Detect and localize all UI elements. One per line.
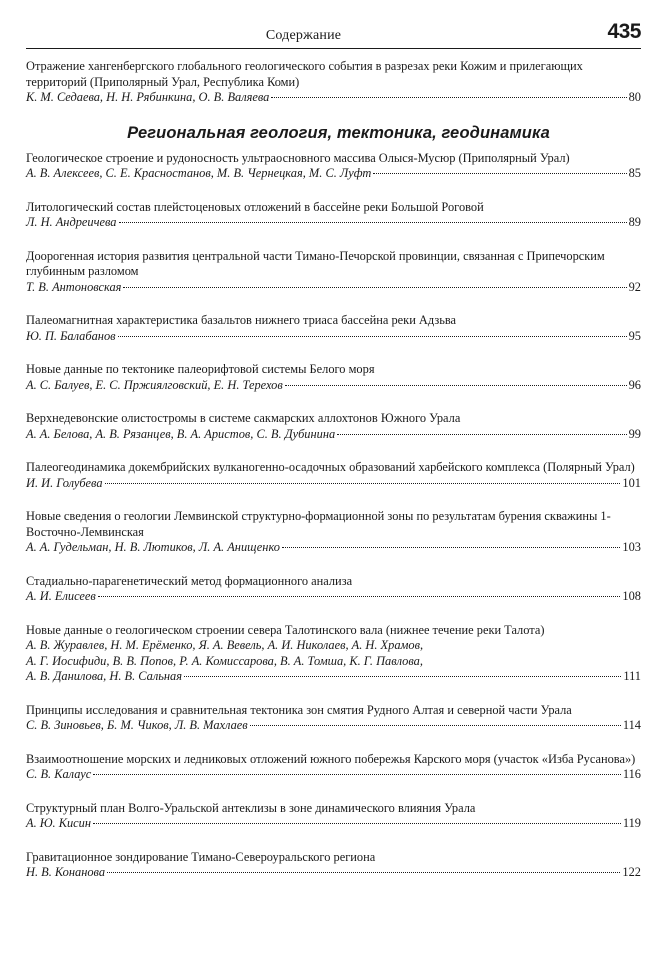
authors-line: [26, 816, 641, 832]
entry-authors: И. И. Голубева: [26, 475, 103, 490]
entry-title: Новые данные о геологическом строении севера Талотинского вала (нижнее течение реки Талота): [26, 622, 545, 637]
dot-leader: [373, 172, 626, 174]
entry-title: Новые сведения о геологии Лемвинской структурно-формационной зоны по результатам бурения скважины 1-Восточно-Лемвинская: [26, 509, 611, 539]
dot-leader: [98, 595, 621, 597]
entry-page-number: 116: [622, 767, 641, 781]
entry-title: Палеомагнитная характеристика базальтов нижнего триаса бассейна реки Адзьва: [26, 313, 457, 327]
dot-leader: [184, 675, 621, 677]
dot-leader: [105, 482, 621, 484]
entry-authors-line-1: А. В. Журавлев, Н. М. Ерёменко, Я. А. Вевель, А. И. Николаев, А. Н. Храмов,: [26, 638, 424, 652]
entry-page-number: 122: [622, 865, 641, 879]
entry-title: Геологическое строение и рудоносность ультраосновного массива Олыся-Мусюр (Приполярный Урал): [26, 150, 570, 165]
toc-entry[interactable]: [26, 752, 641, 783]
toc-entry[interactable]: [26, 703, 641, 734]
toc-entry[interactable]: [26, 850, 641, 881]
entry-title: Гравитационное зондирование Тимано-Североуральского региона: [26, 849, 376, 864]
authors-line: [26, 90, 641, 106]
authors-line: [26, 589, 641, 605]
entry-page-number: 80: [628, 90, 641, 104]
page-number: 435: [607, 20, 641, 43]
entry-authors: А. С. Балуев, Е. С. Пржиялговский, Е. Н. Терехов: [26, 377, 283, 392]
entry-title: Верхнедевонские олистостромы в системе сакмарских аллохтонов Южного Урала: [26, 411, 461, 425]
authors-line: [26, 215, 641, 231]
entry-authors: А. И. Елисеев: [26, 589, 96, 603]
toc-entry[interactable]: [26, 623, 641, 685]
entry-title: Стадиально-парагенетический метод формационного анализа: [26, 573, 353, 588]
dot-leader: [93, 773, 621, 775]
contents-list: [26, 59, 641, 899]
toc-entry[interactable]: [26, 801, 641, 832]
authors-line: [26, 865, 641, 881]
entry-authors: С. В. Калаус: [26, 767, 92, 781]
entry-page-number: 114: [622, 718, 641, 732]
entry-title: Структурный план Волго-Уральской антеклизы в зоне динамического влияния Урала: [26, 800, 476, 815]
authors-line: [26, 767, 641, 783]
entry-authors-line-2: А. Г. Иосифиди, В. В. Попов, Р. А. Комиссарова, В. А. Томша, К. Г. Павлова,: [26, 653, 423, 668]
toc-entry[interactable]: [26, 509, 641, 556]
entry-authors: Л. Н. Андреичева: [26, 215, 117, 229]
entry-page-number: 119: [622, 816, 641, 830]
dot-leader: [285, 384, 627, 386]
entry-page-number: 95: [628, 328, 641, 343]
entry-authors: А. А. Белова, А. В. Рязанцев, В. А. Аристов, С. В. Дубинина: [26, 426, 336, 441]
dot-leader: [107, 871, 620, 873]
running-title: Содержание: [265, 28, 342, 43]
authors-line: [26, 427, 641, 443]
entry-page-number: 108: [622, 589, 641, 603]
running-header: [26, 18, 641, 49]
authors-line: [26, 669, 641, 685]
authors-line: [26, 280, 641, 296]
entry-authors: А. В. Алексеев, С. Е. Красностанов, М. В. Чернецкая, М. С. Луфт: [26, 166, 372, 180]
entry-title: Принципы исследования и сравнительная тектоника зон смятия Рудного Алтая и северной части Урала: [26, 702, 572, 717]
authors-line: [26, 329, 641, 345]
toc-entry[interactable]: [26, 200, 641, 231]
entry-authors: Ю. П. Балабанов: [26, 328, 116, 343]
entry-authors: А. Ю. Кисин: [26, 816, 92, 830]
authors-line: [26, 476, 641, 492]
dot-leader: [118, 335, 627, 337]
entry-page-number: 101: [622, 475, 641, 490]
entry-title: Отражение хангенбергского глобального геологического события в разрезах реки Кожим и прилегающих территорий (Приполярный Урал, Республика Коми): [26, 59, 583, 89]
entry-authors: К. М. Седаева, Н. Н. Рябинкина, О. В. Валяева: [26, 90, 270, 104]
entry-authors: А. А. Гудельман, Н. В. Лютиков, Л. А. Анищенко: [26, 540, 280, 554]
toc-entry[interactable]: [26, 574, 641, 605]
toc-entry[interactable]: [26, 313, 641, 344]
dot-leader: [250, 724, 621, 726]
entry-page-number: 89: [628, 215, 641, 229]
dot-leader: [337, 433, 626, 435]
toc-entry[interactable]: [26, 151, 641, 182]
entry-title: Взаимоотношение морских и ледниковых отложений южного побережья Карского моря (участок «Изба Русанова»): [26, 751, 636, 766]
entry-page-number: 103: [622, 540, 641, 554]
authors-line: [26, 718, 641, 734]
entry-authors-line-3: А. В. Данилова, Н. В. Сальная: [26, 669, 182, 683]
toc-entry[interactable]: [26, 411, 641, 442]
entry-authors: Т. В. Антоновская: [26, 279, 122, 294]
entry-title: Палеогеодинамика докембрийских вулканогенно-осадочных образований харбейского комплекса (Полярный Урал): [26, 460, 635, 474]
entry-page-number: 111: [623, 669, 641, 683]
entry-title: Доорогенная история развития центральной части Тимано-Печорской провинции, связанная с Припечорским глубинным разломом: [26, 248, 605, 278]
authors-line: [26, 540, 641, 556]
authors-line: [26, 378, 641, 394]
section-heading: Региональная геология, тектоника, геодинамика: [127, 123, 550, 142]
entry-page-number: 99: [628, 426, 641, 441]
dot-leader: [93, 822, 621, 824]
entry-page-number: 85: [628, 166, 641, 180]
toc-entry[interactable]: [26, 460, 641, 491]
toc-entry[interactable]: [26, 362, 641, 393]
toc-entry[interactable]: [26, 59, 641, 106]
entry-title: Литологический состав плейстоценовых отложений в бассейне реки Большой Роговой: [26, 199, 484, 214]
entry-title: Новые данные по тектонике палеорифтовой системы Белого моря: [26, 362, 375, 376]
dot-leader: [119, 221, 627, 223]
dot-leader: [282, 546, 620, 548]
authors-line: [26, 166, 641, 182]
entry-page-number: 92: [628, 279, 641, 294]
dot-leader: [271, 96, 626, 98]
dot-leader: [123, 286, 626, 288]
entry-page-number: 96: [628, 377, 641, 392]
toc-entry[interactable]: [26, 249, 641, 296]
entry-authors: Н. В. Конанова: [26, 865, 106, 879]
entry-authors: С. В. Зиновьев, Б. М. Чиков, Л. В. Махлаев: [26, 718, 248, 732]
